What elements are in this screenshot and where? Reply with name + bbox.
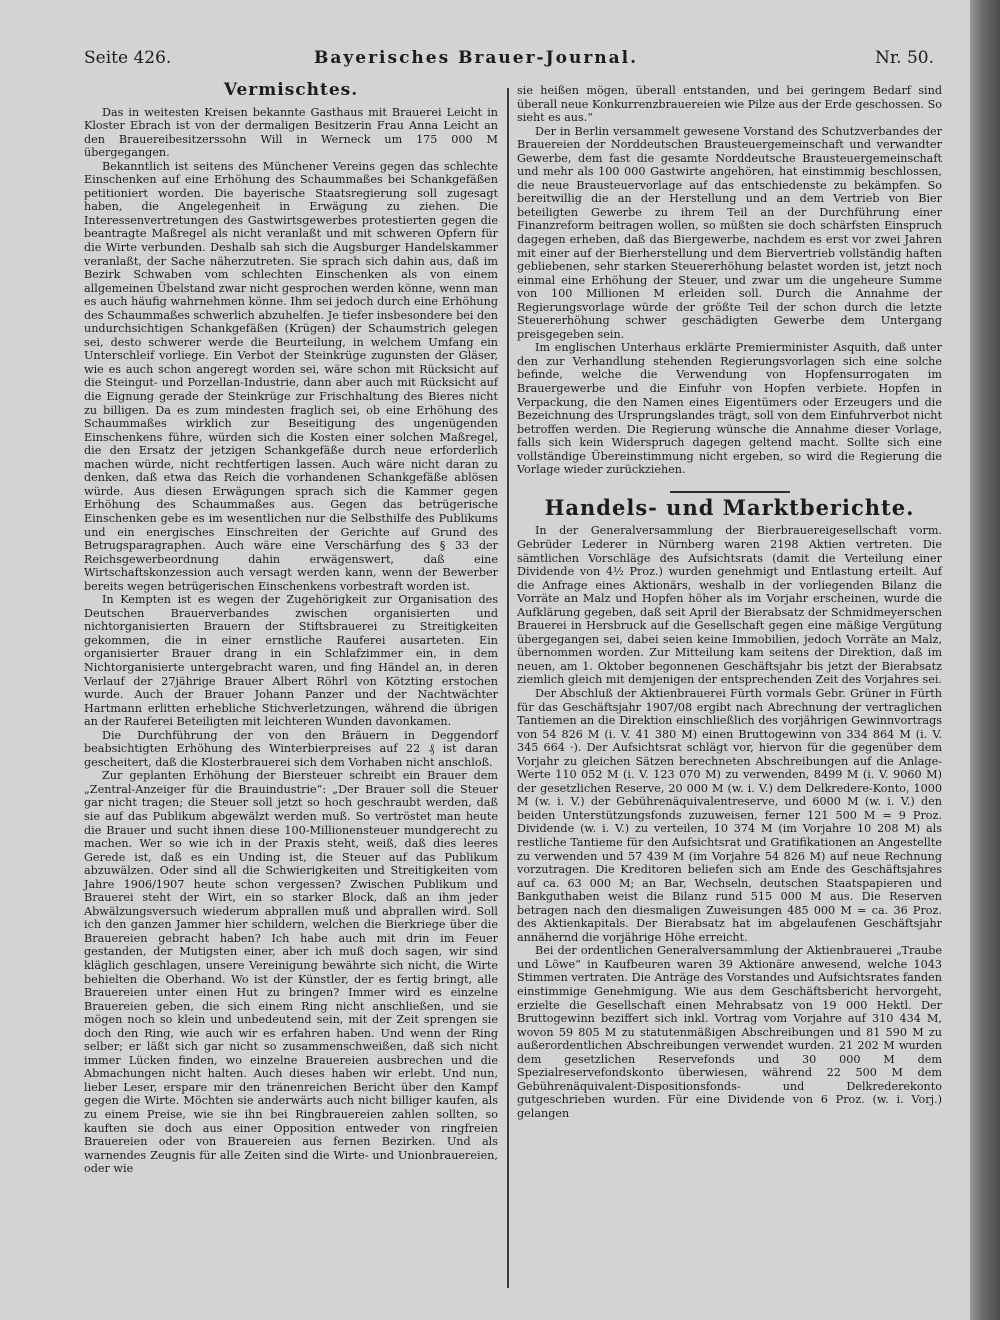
article-paragraph: Das in weitesten Kreisen bekannte Gasthaus mit Brauerei Leicht in Kloster Ebrach ist von der dermaligen Besitzerin Frau Anna Leicht an den Brauereibesitzerssohn Will in Werneck um 175 000 M übergegangen. bbox=[84, 105, 498, 160]
article-paragraph: Die Durchführung der von den Bräuern in Deggendorf beabsichtigten Erhöhung des Winterbierpreises auf 22 ₰ ist daran gescheitert, daß die Klosterbrauerei sich dem Vorhaben nicht anschloß. bbox=[84, 728, 498, 769]
book-spine-shadow bbox=[970, 0, 1000, 1320]
article-paragraph: Bekanntlich ist seitens des Münchener Vereins gegen das schlechte Einschenken auf eine Erhöhung des Schaummaßes bei Schankgefäßen petitioniert worden. Die bayerische Staatsregierung soll zugesagt haben, die Angelegenheit in Erwägung zu ziehen. Die Interessenvertretungen des Gastwirtsgewerbes protestierten gegen die beantragte Maßregel als nicht veranlaßt und mit schweren Opfern für die Wirte verbunden. Deshalb sah sich die Augsburger Handelskammer veranlaßt, der Sache näherzutreten. Sie sprach sich dahin aus, daß im Bezirk Schwaben vom schlechten Einschenken als von einem allgemeinen Übelstand zwar nicht gesprochen werden könne, wenn man es auch häufig wahrnehmen könne. Ihm sei jedoch durch eine Erhöhung des Schaummaßes schwerlich abzuhelfen. Je tiefer insbesondere bei den undurchsichtigen Schankgefäßen (Krügen) der Schaumstrich gelegen sei, desto schwerer werde die Beurteilung, in welchem Umfang ein Unterschleif vorliege. Ein Verbot der Steinkrüge zugunsten der Gläser, wie es auch schon angeregt worden sei, wäre schon mit Rücksicht auf die Steingut- und Porzellan-Industrie, dann aber auch mit Rücksicht auf die Eignung gerade der Steinkrüge zur Frischhaltung des Bieres nicht zu billigen. Da es zum mindesten fraglich sei, ob eine Erhöhung des Schaummaßes wirklich zur Beseitigung des ungenügenden Einschenkens führe, würden sich die Kosten einer solchen Maßregel, die den Ersatz der jetzigen Schankgefäße durch neue erforderlich machen würde, nicht rechtfertigen lassen. Auch wäre nicht daran zu denken, daß etwa das Reich die vorhandenen Schankgefäße ablösen würde. Aus diesen Erwägungen sprach sich die Kammer gegen Erhöhung des Schaummaßes aus. Gegen das betrügerische Einschenken gebe es im wesentlichen nur die Selbsthilfe des Publikums und ein energisches Einschreiten der Gerichte auf Grund des Betrugsparagraphen. Auch wäre eine Verschärfung des § 33 der Reichsgewerbeordnung dahin erwägenswert, daß eine Wirtschaftskonzession auch versagt werden kann, wenn der Bewerber bereits wegen betrügerischen Einschenkens vorbestraft worden ist. bbox=[84, 159, 498, 593]
article-paragraph: Der Abschluß der Aktienbrauerei Fürth vormals Gebr. Grüner in Fürth für das Geschäftsjahr 1907/08 ergibt nach Abrechnung der vertraglichen Tantiemen an die Direktion einschließlich des vorjährigen Gewinnvortrags von 54 826 M (i. V. 41 380 M) einen Bruttogewinn von 334 864 M (i. V. 345 664 ·). Der Aufsichtsrat schlägt vor, hiervon für die gegenüber dem Vorjahr zu gleichen Sätzen berechneten Abschreibungen auf die Anlage-Werte 110 052 M (i. V. 123 070 M) zu verwenden, 8499 M (i. V. 9060 M) der gesetzlichen Reserve, 20 000 M (w. i. V.) dem Delkredere-Konto, 1000 M (w. i. V.) der Gebührenäquivalentreserve, und 6000 M (w. i. V.) den beiden Unterstützungsfonds zuzuweisen, ferner 121 500 M = 9 Proz. Dividende (w. i. V.) zu verteilen, 10 374 M (im Vorjahre 10 208 M) als restliche Tantieme für den Aufsichtsrat und Gratifikationen an Angestellte zu verwenden und 57 439 M (im Vorjahre 54 826 M) auf neue Rechnung vorzutragen. Die Kreditoren beliefen sich am Ende des Geschäftsjahres auf ca. 63 000 M; an Bar, Wechseln, deutschen Staatspapieren und Bankguthaben weist die Bilanz rund 515 000 M aus. Die Reserven betragen nach den diesmaligen Zuweisungen 485 000 M = ca. 36 Proz. des Aktienkapitals. Der Bierabsatz hat im abgelaufenen Geschäftsjahr annähernd die vorjährige Höhe erreicht. bbox=[517, 686, 942, 944]
article-paragraph: Zur geplanten Erhöhung der Biersteuer schreibt ein Brauer dem „Zentral-Anzeiger für die Brauindustrie“: „Der Brauer soll die Steuer gar nicht tragen; die Steuer soll jetzt so hoch geschraubt werden, daß sie auf das Publikum abgewälzt werden muß. So vertröstet man heute die Brauer und sucht ihnen diese 100-Millionensteuer mundgerecht zu machen. Wer so wie ich in der Praxis steht, weiß, daß dies leeres Gerede ist, daß es ein Unding ist, die Steuer auf das Publikum abzuwälzen. Oder sind all die Schwierigkeiten und Streitigkeiten vom Jahre 1906/1907 heute schon vergessen? Zwischen Publikum und Brauerei steht der Wirt, ein so starker Block, daß an ihm jeder Abwälzungsversuch wiederum abprallen muß und abprallen wird. Soll ich den ganzen Jammer hier schildern, welchen die Bierkriege über die Brauereien gebracht haben? Ich habe auch mit drin im Feuer gestanden, der Mutigsten einer, aber ich muß doch sagen, wir sind kläglich geschlagen, unsere Vereinigung bewährte sich nicht, die Wirte behielten die Oberhand. Wo ist der Künstler, der es fertig bringt, alle Brauereien unter einen Hut zu bringen? Immer wird es einzelne Brauereien geben, die sich einem Ring nicht anschließen, und sie mögen noch so klein und unbedeutend sein, mit der Zeit sprengen sie doch den Ring, wie auch wir es erfahren haben. Und wenn der Ring selber; er läßt sich gar nicht so zusammenschweißen, daß sich nicht immer Lücken finden, wo einzelne Brauereien ausbrechen und die Abmachungen nicht halten. Auch dieses haben wir erlebt. Und nun, lieber Leser, erspare mir den tränenreichen Bericht über den Kampf gegen die Wirte. Möchten sie anderwärts auch nicht billiger kaufen, als zu einem Preise, wie sie ihn bei Ringbrauereien zahlen sollten, so kauften sie doch aus einer Opposition entweder von ringfreien Brauereien oder von Brauereien aus fernen Bezirken. Und als warnendes Zeugnis für alle Zeiten sind die Wirte- und Unionbrauereien, oder wie bbox=[84, 769, 498, 1176]
section-divider bbox=[670, 491, 790, 493]
article-paragraph: sie heißen mögen, überall entstanden, und bei geringem Bedarf sind überall neue Konkurrenzbrauereien wie Pilze aus der Erde geschossen. So sieht es aus.“ bbox=[517, 84, 942, 125]
section-heading-vermischtes: Vermischtes. bbox=[223, 80, 359, 100]
article-paragraph: In Kempten ist es wegen der Zugehörigkeit zur Organisation des Deutschen Brauerverbandes zwischen organisierten und nichtorganisierten Brauern der Stiftsbrauerei zu Streitigkeiten gekommen, die in einer ernstliche Rauferei ausarteten. Ein organisierter Brauer drang in ein Schlafzimmer ein, in dem Nichtorganisierte untergebracht waren, und fing Händel an, in deren Verlauf der 27jährige Brauer Albert Röhrl von Kötzting erstochen wurde. Auch der Brauer Johann Panzer und der Nachtwächter Hartmann erlitten erhebliche Stichverletzungen, während die übrigen an der Rauferei Beteiligten mit leichteren Wunden davonkamen. bbox=[84, 593, 498, 729]
article-paragraph: Bei der ordentlichen Generalversammlung der Aktienbrauerei „Traube und Löwe“ in Kaufbeuren waren 39 Aktionäre anwesend, welche 1043 Stimmen vertraten. Die Anträge des Vorstandes und Aufsichtsrates fanden einstimmige Genehmigung. Wie aus dem Geschäftsbericht hervorgeht, erzielte die Gesellschaft einen Mehrabsatz von 19 000 Hektl. Der Bruttogewinn beziffert sich inkl. Vortrag vom Vorjahre auf 310 434 M, wovon 59 805 M zu statutenmäßigen Abschreibungen und 81 590 M zu außerordentlichen Abschreibungen verwendet wurden. 21 202 M wurden dem gesetzlichen Reservefonds und 30 000 M dem Spezialreservefondskonto überwiesen, während 22 500 M dem Gebührenäquivalent-Dispositionsfonds- und Delkrederekonto gutgeschrieben wurden. Für eine Dividende von 6 Proz. (w. i. Vorj.) gelangen bbox=[517, 944, 942, 1120]
journal-title: Bayerisches Brauer-Journal. bbox=[314, 48, 639, 68]
right-column bbox=[517, 84, 942, 1120]
article-paragraph: In der Generalversammlung der Bierbrauereigesellschaft vorm. Gebrüder Lederer in Nürnberg waren 2198 Aktien vertreten. Die sämtlichen Vorschläge des Aufsichtsrats (damit die Verteilung einer Dividende von 4½ Proz.) wurden genehmigt und Entlastung erteilt. Auf die Anfrage eines Aktionärs, weshalb in der vorliegenden Bilanz die Vorräte an Malz und Hopfen höher als im Vorjahr erscheinen, wurde die Aufklärung gegeben, daß seit April der Bierabsatz der Schmidmeyerschen Brauerei in Hersbruck auf die Gesellschaft gegen eine mäßige Vergütung übergegangen sei, dabei seien keine Immobilien, jedoch Vorräte an Malz, übernommen worden. Zur Mitteilung kam seitens der Direktion, daß im neuen, am 1. Oktober begonnenen Geschäftsjahr bis jetzt der Bierabsatz ziemlich gleich mit demjenigen der entsprechenden Zeit des Vorjahres sei. bbox=[517, 524, 942, 687]
issue-number: Nr. 50. bbox=[875, 48, 934, 68]
page-header bbox=[84, 48, 934, 78]
left-column bbox=[84, 80, 498, 1176]
section-heading-handelsberichte: Handels- und Marktberichte. bbox=[544, 494, 915, 520]
page-number: Seite 426. bbox=[84, 48, 172, 68]
article-paragraph: Im englischen Unterhaus erklärte Premierminister Asquith, daß unter den zur Verhandlung stehenden Regierungsvorlagen sich eine solche befinde, welche die Verwendung von Hopfensurrogaten im Brauergewerbe und die Einfuhr von Hopfen verbiete. Hopfen in Verpackung, die den Namen eines Eigentümers oder Erzeugers und die Bezeichnung des Ursprungslandes trägt, soll von dem Einfuhrverbot nicht betroffen werden. Die Regierung wünsche die Annahme dieser Vorlage, falls sich kein Widerspruch dagegen geltend macht. Sollte sich eine vollständige Übereinstimmung nicht ergeben, so wird die Regierung die Vorlage wieder zurückziehen. bbox=[517, 341, 942, 477]
column-divider bbox=[507, 88, 509, 1288]
article-paragraph: Der in Berlin versammelt gewesene Vorstand des Schutzverbandes der Brauereien der Norddeutschen Brausteuergemeinschaft und verwandter Gewerbe, dem fast die gesamte Norddeutsche Brausteuergemeinschaft und mehr als 100 000 Gastwirte angehören, hat einstimmig beschlossen, die neue Brausteuervorlage auf das entschiedenste zu bekämpfen. So bereitwillig die an der Herstellung und an dem Vertrieb von Bier beteiligten Gewerbe zu ihrem Teil an der Durchführung einer Finanzreform beitragen wollen, so müßten sie doch schärfsten Einspruch dagegen erheben, daß das Biergewerbe, nachdem es erst vor zwei Jahren mit einer auf der Bierherstellung und dem Biervertrieb vollständig haften gebliebenen, sehr starken Steuererhöhung belastet worden ist, jetzt noch einmal eine Erhöhung der Steuer, und zwar um die ungeheure Summe von 100 Millionen M erleiden soll. Durch die Annahme der Regierungsvorlage würde der größte Teil der schon durch die letzte Steuererhöhung schwer geschädigten Gewerbe dem Untergang preisgegeben sein. bbox=[517, 124, 942, 341]
